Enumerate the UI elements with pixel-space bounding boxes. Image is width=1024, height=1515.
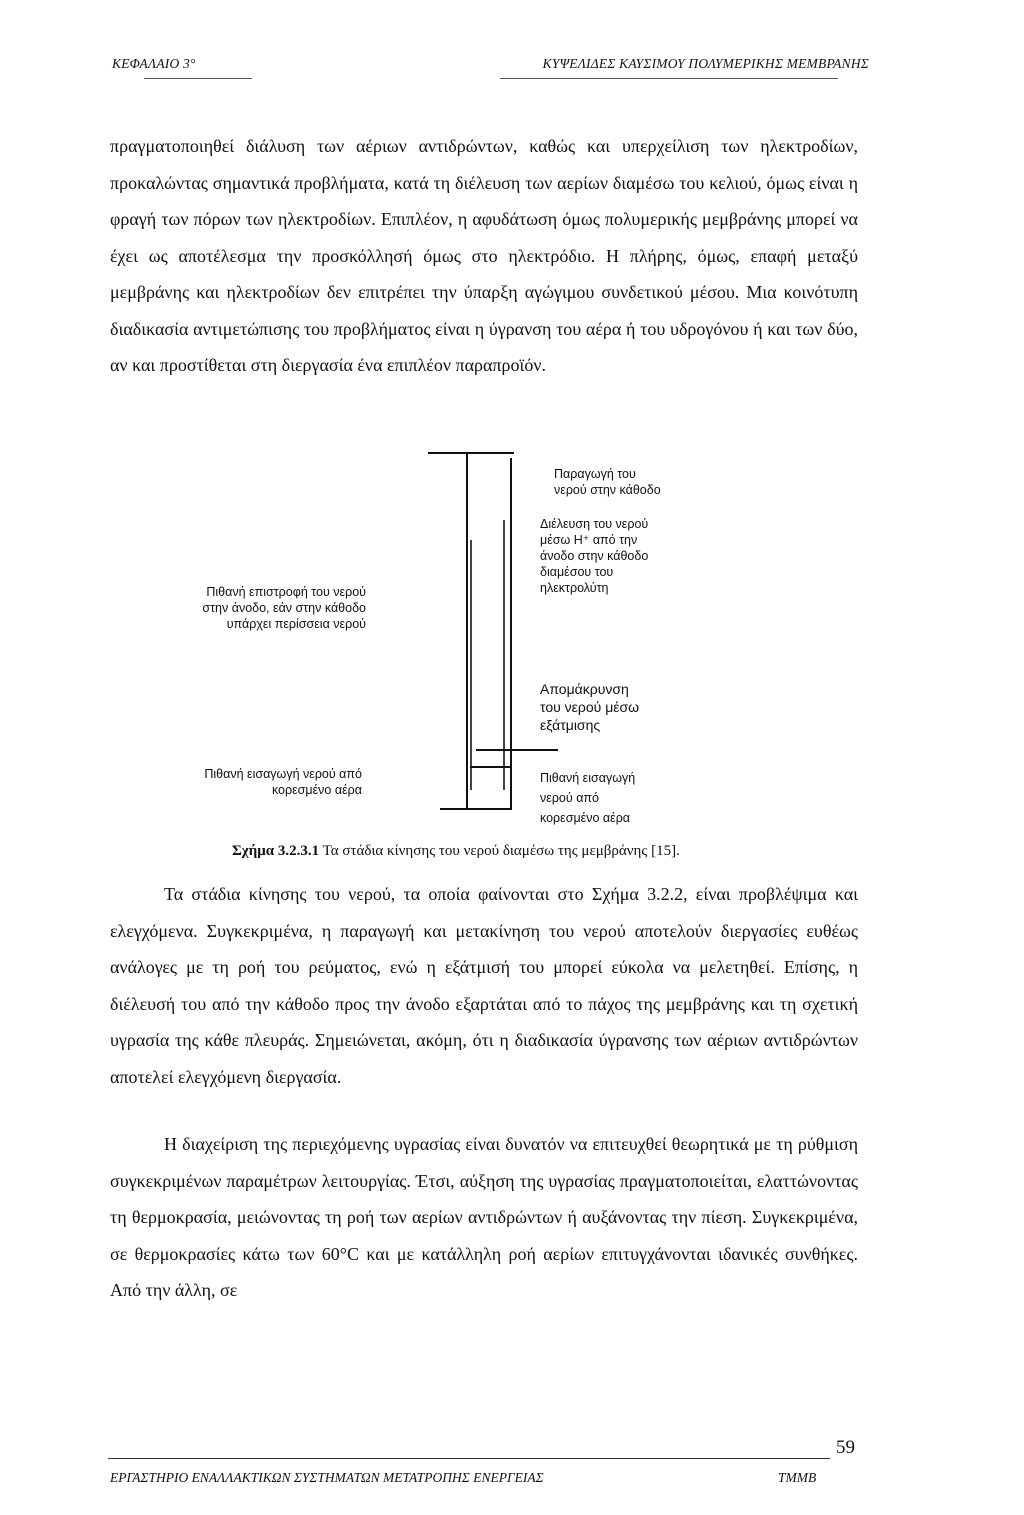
chapter-header: ΚΕΦΑΛΑΙΟ 3°	[112, 56, 196, 71]
membrane-right-line	[510, 458, 512, 810]
label-line: Διέλευση του νερού	[540, 517, 649, 531]
label-line: ηλεκτρολύτη	[540, 581, 609, 595]
label-line: κορεσμένο αέρα	[540, 811, 631, 825]
page-number: 59	[836, 1437, 855, 1458]
header-rule-right	[500, 78, 838, 79]
label-evaporation	[540, 680, 639, 734]
label-line: νερού από	[540, 791, 599, 805]
label-line: Πιθανή εισαγωγή	[540, 771, 636, 785]
figure-caption	[232, 843, 680, 860]
paragraph-2: Τα στάδια κίνησης του νερού, τα οποία φαίνονται στο Σχήμα 3.2.2, είναι προβλέψιμα και ελεγχόμενα. Συγκεκριμένα, η παραγωγή και μετακίνηση του νερού αποτελούν διεργασίες ευθέως ανάλογες με τη ροή του ρεύματος, ενώ η εξάτμισή του μπορεί εύκολα να μελετηθεί. Επίσης, η διέλευσή του από την κάθοδο προς την άνοδο εξαρτάται από το πάχος της μεμβράνης και τη σχετική υγρασία της κάθε πλευράς. Σημειώνεται, ακόμη, ότι η διαδικασία ύγρανσης των αέριων αντιδρώντων αποτελεί ελεγχόμενη διεργασία.	[110, 884, 858, 1087]
header-rule-left	[144, 78, 252, 79]
label-anode-humidification	[150, 766, 362, 798]
figure-caption-text: Τα στάδια κίνησης του νερού διαμέσω της μεμβράνης [15].	[319, 843, 680, 859]
label-line: Παραγωγή του	[554, 467, 636, 481]
label-line: Απομάκρυνση	[540, 681, 629, 697]
label-back-diffusion	[150, 584, 366, 632]
label-cathode-humidification	[540, 768, 635, 828]
label-line: υπάρχει περίσσεια νερού	[226, 617, 366, 631]
paragraph-1: πραγματοποιηθεί διάλυση των αέριων αντιδρώντων, καθώς και υπερχείλιση των ηλεκτροδίων, προκαλώντας σημαντικά προβλήματα, κατά τη διέλευση των αερίων διαμέσω του κελιού, όμως είναι η φραγή των πόρων των ηλεκτροδίων. Επιπλέον, η αφυδάτωση όμως πολυμερικής μεμβράνης μπορεί να έχει ως αποτέλεσμα την προσκόλλησή όμως στο ηλεκτρόδιο. Η πλήρης, όμως, επαφή μεταξύ μεμβράνης και ηλεκτροδίων δεν επιτρέπει την ύπαρξη αγώγιμου συνδετικού μέσου. Μια κοινότυπη διαδικασία αντιμετώπισης του προβλήματος είναι η ύγρανση του αέρα ή του υδρογόνου ή και των δύο, αν και προστίθεται στη διεργασία ένα επιπλέον παραπροϊόν.	[110, 136, 858, 375]
label-line: Πιθανή επιστροφή του νερού	[206, 585, 366, 599]
label-line: άνοδο στην κάθοδο	[540, 549, 649, 563]
paragraph-3: Η διαχείριση της περιεχόμενης υγρασίας είναι δυνατόν να επιτευχθεί θεωρητικά με τη ρύθμιση συγκεκριμένων παραμέτρων λειτουργίας. Έτσι, αύξηση της υγρασίας πραγματοποιείται, ελαττώνοντας τη θερμοκρασία, μειώνοντας τη ροή των αερίων αντιδρώντων ή αυξάνοντας την πίεση. Συγκεκριμένα, σε θερμοκρασίες κάτω των 60°C και με κατάλληλη ροή αερίων επιτυγχάνονται ιδανικές συνθήκες. Από την άλλη, σε	[110, 1134, 858, 1300]
figure-number: Σχήμα 3.2.3.1	[232, 843, 320, 859]
membrane-mid-line-left	[470, 540, 472, 790]
cathode-inlet-line	[476, 749, 558, 751]
membrane-left-line	[466, 452, 468, 810]
footer-department: ΤΜΜΒ	[778, 1470, 817, 1485]
label-cathode-production	[554, 466, 661, 498]
label-line: στην άνοδο, εάν στην κάθοδο	[202, 601, 366, 615]
label-line: μέσω H⁺ από την	[540, 533, 638, 547]
anode-inlet-line	[470, 766, 510, 768]
label-line: κορεσμένο αέρα	[271, 783, 362, 797]
membrane-top-line	[428, 452, 514, 454]
label-line: νερού στην κάθοδο	[554, 483, 661, 497]
footer-rule	[108, 1458, 830, 1459]
label-line: εξάτμισης	[540, 717, 601, 733]
label-line: του νερού μέσω	[540, 699, 640, 715]
label-proton-drag	[540, 516, 648, 596]
chapter-title-header: ΚΥΨΕΛΙΔΕΣ ΚΑΥΣΙΜΟΥ ΠΟΛΥΜΕΡΙΚΗΣ ΜΕΜΒΡΑΝΗΣ	[542, 56, 869, 71]
label-line: Πιθανή εισαγωγή νερού από	[204, 767, 362, 781]
footer-lab-name: ΕΡΓΑΣΤΗΡΙΟ ΕΝΑΛΛΑΚΤΙΚΩΝ ΣΥΣΤΗΜΑΤΩΝ ΜΕΤΑΤΡΟΠΗΣ ΕΝΕΡΓΕΙΑΣ	[110, 1470, 544, 1485]
membrane-bottom-line	[440, 808, 512, 810]
label-line: διαμέσου του	[540, 565, 614, 579]
